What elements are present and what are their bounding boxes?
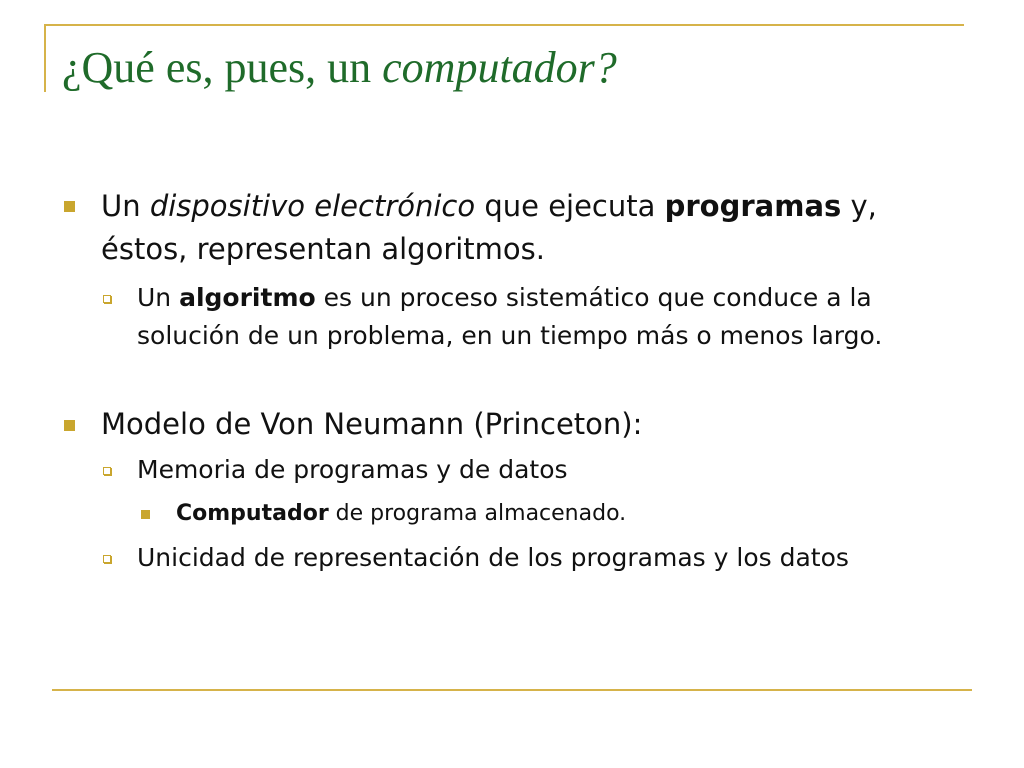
bullet-bold-text: Computador bbox=[176, 501, 329, 526]
bullet-text: Un bbox=[101, 189, 150, 223]
bullet-algoritmo bbox=[137, 279, 967, 355]
bullet-bold-text: algoritmo bbox=[179, 283, 316, 312]
bullet-bold-text: programas bbox=[664, 189, 842, 223]
bullet-text: Un bbox=[137, 283, 180, 312]
bullet-text: Memoria de programas y de datos bbox=[137, 455, 568, 484]
bullet-text: Modelo de Von Neumann (Princeton): bbox=[101, 407, 643, 441]
title-italic-text: computador? bbox=[382, 43, 617, 92]
hollow-square-bullet-icon bbox=[103, 295, 111, 303]
bullet-memoria bbox=[137, 451, 967, 489]
hollow-square-bullet-icon bbox=[103, 555, 111, 563]
bullet-text: Unicidad de representación de los programas y los datos bbox=[137, 543, 849, 572]
bullet-text: de programa almacenado. bbox=[328, 501, 627, 526]
bullet-text: que ejecuta bbox=[475, 189, 665, 223]
square-bullet-icon bbox=[64, 201, 75, 212]
square-bullet-icon bbox=[64, 420, 75, 431]
bullet-von-neumann bbox=[101, 403, 961, 446]
bullet-text: y, éstos, representan algoritmos. bbox=[101, 189, 877, 266]
bullet-dispositivo bbox=[101, 185, 961, 271]
square-bullet-icon bbox=[141, 510, 150, 519]
bullet-italic-text: dispositivo electrónico bbox=[149, 189, 476, 223]
hollow-square-bullet-icon bbox=[103, 467, 111, 475]
bottom-rule-divider bbox=[52, 689, 972, 691]
bullet-text: es un proceso sistemático que conduce a la solución de un problema, en un tiempo más o menos largo. bbox=[137, 283, 883, 350]
bullet-computador bbox=[176, 498, 956, 530]
title-text: ¿Qué es, pues, un bbox=[62, 43, 383, 92]
bullet-unicidad bbox=[137, 539, 967, 577]
